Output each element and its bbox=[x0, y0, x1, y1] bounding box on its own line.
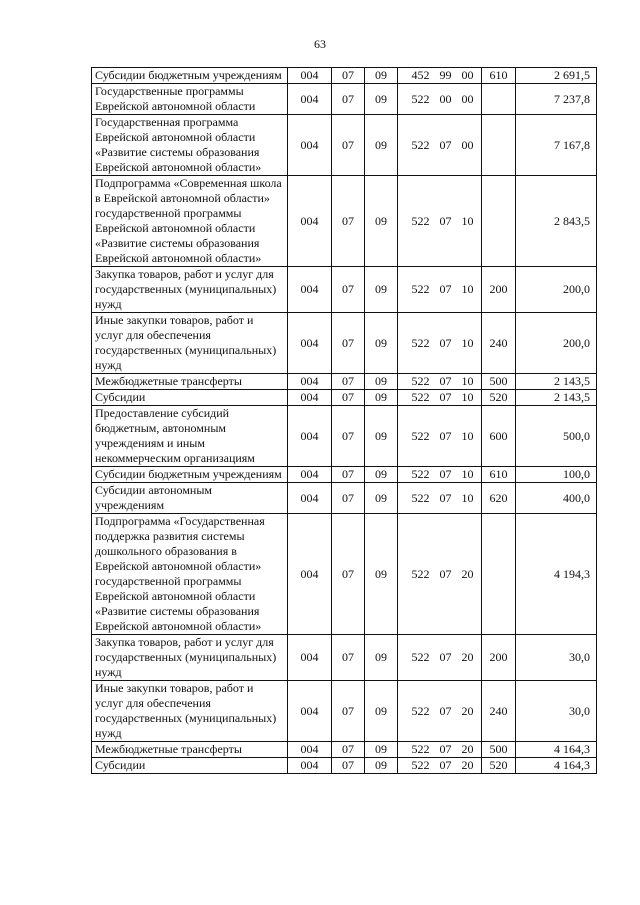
row-name: Субсидии бюджетным учреждениям bbox=[92, 467, 288, 483]
row-name: Государственные программы Еврейской автономной области bbox=[92, 84, 288, 115]
table-row bbox=[92, 742, 597, 758]
target-code-program: 522 bbox=[398, 115, 434, 176]
target-code-item: 00 bbox=[458, 84, 482, 115]
row-name: Субсидии bbox=[92, 758, 288, 774]
amount: 4 164,3 bbox=[516, 742, 597, 758]
section-code: 07 bbox=[332, 390, 365, 406]
expense-type-code: 200 bbox=[482, 635, 516, 681]
table-row bbox=[92, 176, 597, 267]
target-code-program: 522 bbox=[398, 374, 434, 390]
target-code-program: 522 bbox=[398, 176, 434, 267]
amount: 30,0 bbox=[516, 635, 597, 681]
amount: 7 167,8 bbox=[516, 115, 597, 176]
ministry-code: 004 bbox=[288, 467, 332, 483]
target-code-item: 10 bbox=[458, 267, 482, 313]
target-code-program: 522 bbox=[398, 742, 434, 758]
expense-type-code bbox=[482, 115, 516, 176]
subsection-code: 09 bbox=[365, 681, 398, 742]
table-row bbox=[92, 406, 597, 467]
subsection-code: 09 bbox=[365, 514, 398, 635]
target-code-subprogram: 07 bbox=[434, 467, 458, 483]
ministry-code: 004 bbox=[288, 483, 332, 514]
row-name: Субсидии бюджетным учреждениям bbox=[92, 68, 288, 84]
row-name: Межбюджетные трансферты bbox=[92, 374, 288, 390]
ministry-code: 004 bbox=[288, 176, 332, 267]
section-code: 07 bbox=[332, 313, 365, 374]
target-code-subprogram: 07 bbox=[434, 115, 458, 176]
ministry-code: 004 bbox=[288, 514, 332, 635]
target-code-program: 522 bbox=[398, 758, 434, 774]
target-code-program: 452 bbox=[398, 68, 434, 84]
section-code: 07 bbox=[332, 115, 365, 176]
ministry-code: 004 bbox=[288, 115, 332, 176]
section-code: 07 bbox=[332, 681, 365, 742]
target-code-subprogram: 07 bbox=[434, 390, 458, 406]
table-row bbox=[92, 681, 597, 742]
amount: 4 164,3 bbox=[516, 758, 597, 774]
section-code: 07 bbox=[332, 267, 365, 313]
amount: 500,0 bbox=[516, 406, 597, 467]
target-code-program: 522 bbox=[398, 313, 434, 374]
target-code-item: 00 bbox=[458, 68, 482, 84]
expense-type-code: 610 bbox=[482, 68, 516, 84]
target-code-program: 522 bbox=[398, 514, 434, 635]
target-code-subprogram: 07 bbox=[434, 514, 458, 635]
table-row bbox=[92, 758, 597, 774]
table-row bbox=[92, 374, 597, 390]
amount: 2 143,5 bbox=[516, 390, 597, 406]
expense-type-code: 240 bbox=[482, 313, 516, 374]
subsection-code: 09 bbox=[365, 390, 398, 406]
ministry-code: 004 bbox=[288, 406, 332, 467]
section-code: 07 bbox=[332, 635, 365, 681]
subsection-code: 09 bbox=[365, 635, 398, 681]
ministry-code: 004 bbox=[288, 267, 332, 313]
target-code-item: 20 bbox=[458, 681, 482, 742]
table-row bbox=[92, 483, 597, 514]
subsection-code: 09 bbox=[365, 483, 398, 514]
target-code-program: 522 bbox=[398, 483, 434, 514]
section-code: 07 bbox=[332, 84, 365, 115]
subsection-code: 09 bbox=[365, 313, 398, 374]
expense-type-code: 600 bbox=[482, 406, 516, 467]
target-code-subprogram: 99 bbox=[434, 68, 458, 84]
amount: 400,0 bbox=[516, 483, 597, 514]
target-code-program: 522 bbox=[398, 467, 434, 483]
section-code: 07 bbox=[332, 758, 365, 774]
target-code-program: 522 bbox=[398, 84, 434, 115]
row-name: Предоставление субсидий бюджетным, автономным учреждениям и иным некоммерческим организациям bbox=[92, 406, 288, 467]
row-name: Субсидии bbox=[92, 390, 288, 406]
expense-type-code bbox=[482, 176, 516, 267]
budget-table bbox=[91, 67, 597, 774]
amount: 2 143,5 bbox=[516, 374, 597, 390]
target-code-item: 20 bbox=[458, 758, 482, 774]
subsection-code: 09 bbox=[365, 176, 398, 267]
target-code-subprogram: 07 bbox=[434, 483, 458, 514]
target-code-item: 10 bbox=[458, 313, 482, 374]
target-code-subprogram: 07 bbox=[434, 267, 458, 313]
section-code: 07 bbox=[332, 742, 365, 758]
row-name: Подпрограмма «Современная школа в Еврейской автономной области» государственной программы Еврейской автономной области «Развитие системы образования Еврейской автономной области» bbox=[92, 176, 288, 267]
table-row bbox=[92, 84, 597, 115]
table-body bbox=[92, 68, 597, 774]
table-row bbox=[92, 267, 597, 313]
expense-type-code bbox=[482, 514, 516, 635]
amount: 2 691,5 bbox=[516, 68, 597, 84]
table-row bbox=[92, 313, 597, 374]
target-code-subprogram: 00 bbox=[434, 84, 458, 115]
ministry-code: 004 bbox=[288, 68, 332, 84]
row-name: Иные закупки товаров, работ и услуг для обеспечения государственных (муниципальных) нужд bbox=[92, 681, 288, 742]
target-code-program: 522 bbox=[398, 681, 434, 742]
section-code: 07 bbox=[332, 374, 365, 390]
amount: 2 843,5 bbox=[516, 176, 597, 267]
subsection-code: 09 bbox=[365, 68, 398, 84]
ministry-code: 004 bbox=[288, 742, 332, 758]
target-code-item: 10 bbox=[458, 390, 482, 406]
table-row bbox=[92, 115, 597, 176]
subsection-code: 09 bbox=[365, 115, 398, 176]
subsection-code: 09 bbox=[365, 758, 398, 774]
page-number: 63 bbox=[314, 37, 326, 51]
target-code-item: 20 bbox=[458, 635, 482, 681]
target-code-program: 522 bbox=[398, 267, 434, 313]
expense-type-code: 240 bbox=[482, 681, 516, 742]
row-name: Закупка товаров, работ и услуг для государственных (муниципальных) нужд bbox=[92, 635, 288, 681]
target-code-item: 10 bbox=[458, 406, 482, 467]
row-name: Межбюджетные трансферты bbox=[92, 742, 288, 758]
target-code-item: 10 bbox=[458, 483, 482, 514]
target-code-subprogram: 07 bbox=[434, 742, 458, 758]
expense-type-code: 500 bbox=[482, 374, 516, 390]
expense-type-code bbox=[482, 84, 516, 115]
subsection-code: 09 bbox=[365, 406, 398, 467]
target-code-item: 00 bbox=[458, 115, 482, 176]
target-code-program: 522 bbox=[398, 635, 434, 681]
table-row bbox=[92, 68, 597, 84]
ministry-code: 004 bbox=[288, 390, 332, 406]
amount: 30,0 bbox=[516, 681, 597, 742]
target-code-subprogram: 07 bbox=[434, 758, 458, 774]
section-code: 07 bbox=[332, 176, 365, 267]
ministry-code: 004 bbox=[288, 84, 332, 115]
amount: 200,0 bbox=[516, 267, 597, 313]
target-code-item: 10 bbox=[458, 374, 482, 390]
ministry-code: 004 bbox=[288, 635, 332, 681]
section-code: 07 bbox=[332, 483, 365, 514]
subsection-code: 09 bbox=[365, 467, 398, 483]
target-code-item: 20 bbox=[458, 742, 482, 758]
section-code: 07 bbox=[332, 467, 365, 483]
ministry-code: 004 bbox=[288, 758, 332, 774]
row-name: Подпрограмма «Государственная поддержка развития системы дошкольного образования в Еврейской автономной области» государственной программы Еврейской автономной области «Развитие системы образования Еврейской автономной области» bbox=[92, 514, 288, 635]
amount: 100,0 bbox=[516, 467, 597, 483]
target-code-subprogram: 07 bbox=[434, 176, 458, 267]
row-name: Государственная программа Еврейской автономной области «Развитие системы образования Еврейской автономной области» bbox=[92, 115, 288, 176]
expense-type-code: 620 bbox=[482, 483, 516, 514]
target-code-item: 10 bbox=[458, 467, 482, 483]
expense-type-code: 520 bbox=[482, 390, 516, 406]
ministry-code: 004 bbox=[288, 374, 332, 390]
row-name: Иные закупки товаров, работ и услуг для обеспечения государственных (муниципальных) нужд bbox=[92, 313, 288, 374]
table-row bbox=[92, 467, 597, 483]
expense-type-code: 610 bbox=[482, 467, 516, 483]
amount: 7 237,8 bbox=[516, 84, 597, 115]
table-row bbox=[92, 514, 597, 635]
amount: 4 194,3 bbox=[516, 514, 597, 635]
ministry-code: 004 bbox=[288, 681, 332, 742]
subsection-code: 09 bbox=[365, 742, 398, 758]
table-row bbox=[92, 635, 597, 681]
target-code-program: 522 bbox=[398, 390, 434, 406]
target-code-program: 522 bbox=[398, 406, 434, 467]
amount: 200,0 bbox=[516, 313, 597, 374]
subsection-code: 09 bbox=[365, 84, 398, 115]
target-code-subprogram: 07 bbox=[434, 374, 458, 390]
row-name: Субсидии автономным учреждениям bbox=[92, 483, 288, 514]
subsection-code: 09 bbox=[365, 267, 398, 313]
target-code-subprogram: 07 bbox=[434, 406, 458, 467]
target-code-subprogram: 07 bbox=[434, 635, 458, 681]
expense-type-code: 500 bbox=[482, 742, 516, 758]
row-name: Закупка товаров, работ и услуг для государственных (муниципальных) нужд bbox=[92, 267, 288, 313]
target-code-item: 20 bbox=[458, 514, 482, 635]
subsection-code: 09 bbox=[365, 374, 398, 390]
target-code-subprogram: 07 bbox=[434, 313, 458, 374]
section-code: 07 bbox=[332, 406, 365, 467]
expense-type-code: 520 bbox=[482, 758, 516, 774]
section-code: 07 bbox=[332, 68, 365, 84]
expense-type-code: 200 bbox=[482, 267, 516, 313]
target-code-item: 10 bbox=[458, 176, 482, 267]
table-row bbox=[92, 390, 597, 406]
section-code: 07 bbox=[332, 514, 365, 635]
target-code-subprogram: 07 bbox=[434, 681, 458, 742]
ministry-code: 004 bbox=[288, 313, 332, 374]
